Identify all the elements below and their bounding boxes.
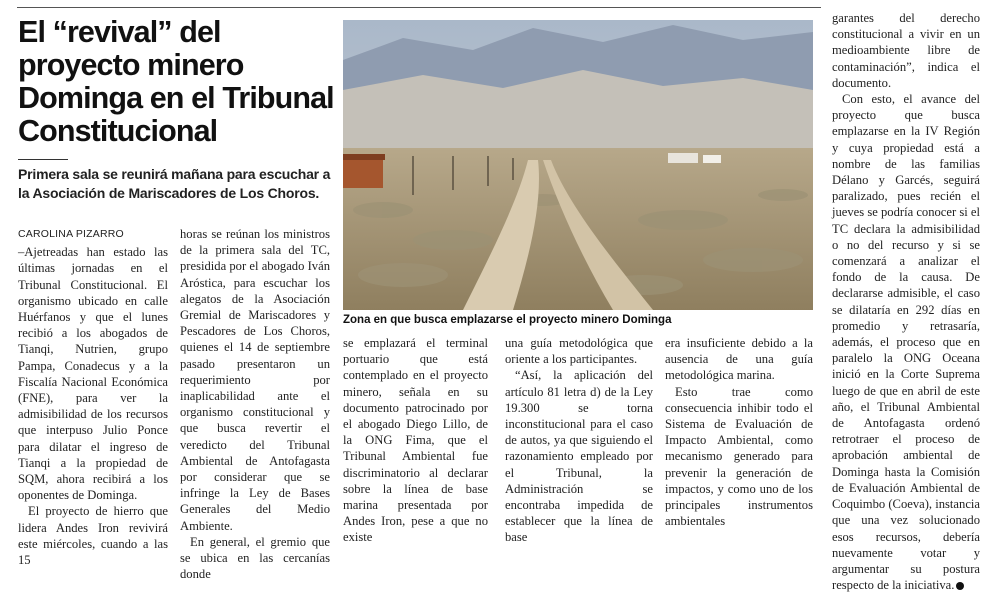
article-column-2 [180,226,330,582]
paragraph: El proyecto de hierro que lidera Andes Iron revivirá este miércoles, cuando a las 15 [18,504,168,568]
headline: El “revival” del proyecto minero Dominga en el Tribunal Constitucional [18,15,334,148]
paragraph: “Así, la aplicación del artículo 81 letra d) de la Ley 19.300 se torna inconstitucional para el caso de autos, ya que siguiendo el razonamiento empleado por el Tribunal, la Administración se encontraba impedida de establecer que la línea de base [505,368,653,545]
subtitle-rule [18,159,68,160]
paragraph: En general, el gremio que se ubica en las cercanías donde [180,534,330,582]
top-rule [17,7,821,8]
paragraph: se emplazará el terminal portuario que está contemplado en el proyecto minero, señala en su documento patrocinado por el abogado Diego Lillo, de la ONG Fima, que el Tribunal Ambiental fue discriminatorio al declarar sobre la línea de base marina presentada por Andes Iron, pese a que no existe [343,336,488,545]
paragraph: –Ajetreadas han estado las últimas jornadas en el Tribunal Constitucional. El organismo ubicado en calle Huérfanos y que el lunes recibió a los abogados de Tianqi, Nutrien, grupo Pampa, Conadecus y a la Fiscalía Nacional Económica (FNE), para ver la admisibilidad de los recursos que interpuso Julio Ponce para dilatar el ingreso de Tianqi a la propiedad de SQM, ahora recibirá a los oponentes de Dominga. [18,245,168,503]
article-column-1 [18,226,168,568]
paragraph: horas se reúnan los ministros de la primera sala del TC, presidida por el abogado Iván Aróstica, para escuchar los alegatos de la Asociación Gremial de Mariscadores y Pescadores de Los Choros, quienes el 14 de septiembre pasado presentaron un requerimiento por inaplicabilidad ante el organismo constitucional y que busca revertir el veredicto del Tribunal Ambiental de Antofagasta por considerar que se infringe la Ley de Bases Generales del Medio Ambiente. [180,227,330,533]
end-mark-icon [956,582,964,590]
article-column-6 [832,10,980,593]
article-column-4 [505,335,653,546]
paragraph: Esto trae como consecuencia inhibir todo el Sistema de Evaluación de Impacto Ambiental, como mecanismo generado para prevenir la generación de impactos, y como uno de los principales instrumentos ambientales [665,384,813,529]
subtitle: Primera sala se reunirá mañana para escuchar a la Asociación de Mariscadores de Los Choros. [18,166,331,201]
byline: CAROLINA PIZARRO [18,228,124,240]
article-column-5 [665,335,813,529]
paragraph: una guía metodológica que oriente a los participantes. [505,336,653,367]
paragraph [832,91,980,593]
article-column-3 [343,335,488,546]
paragraph: garantes del derecho constitucional a vivir en un medioambiente libre de contaminación”, indica el documento. [832,11,980,90]
paragraph-text: Con esto, el avance del proyecto que busca emplazarse en la IV Región y cuya propiedad está a nombre de las familias Délano y Garcés, seguirá paralizado, pues recién el jueves se podría conocer si el TC declara la admisibilidad o no del recurso y si se comenzará a analizar el fondo de la causa. De declararse admisible, el caso se dilataría en 292 días en promedio y retrasaría, además, el proceso que en paralelo la ONG Oceana inició en la Corte Suprema luego de que en abril de este año, el Tribunal Ambiental de Antofagasta ordenó retrotraer el proceso de aprobación ambiental de Dominga hasta la Comisión de Evaluación Ambiental de Coquimbo (Coeva), instancia que una vez solucionado esos recursos, debería nuevamente votar y argumentar su postura respecto de la iniciativa. [832,92,980,593]
article-photo [343,20,813,310]
photo-caption: Zona en que busca emplazarse el proyecto minero Dominga [343,314,672,326]
paragraph: era insuficiente debido a la ausencia de una guía metodológica marina. [665,336,813,383]
